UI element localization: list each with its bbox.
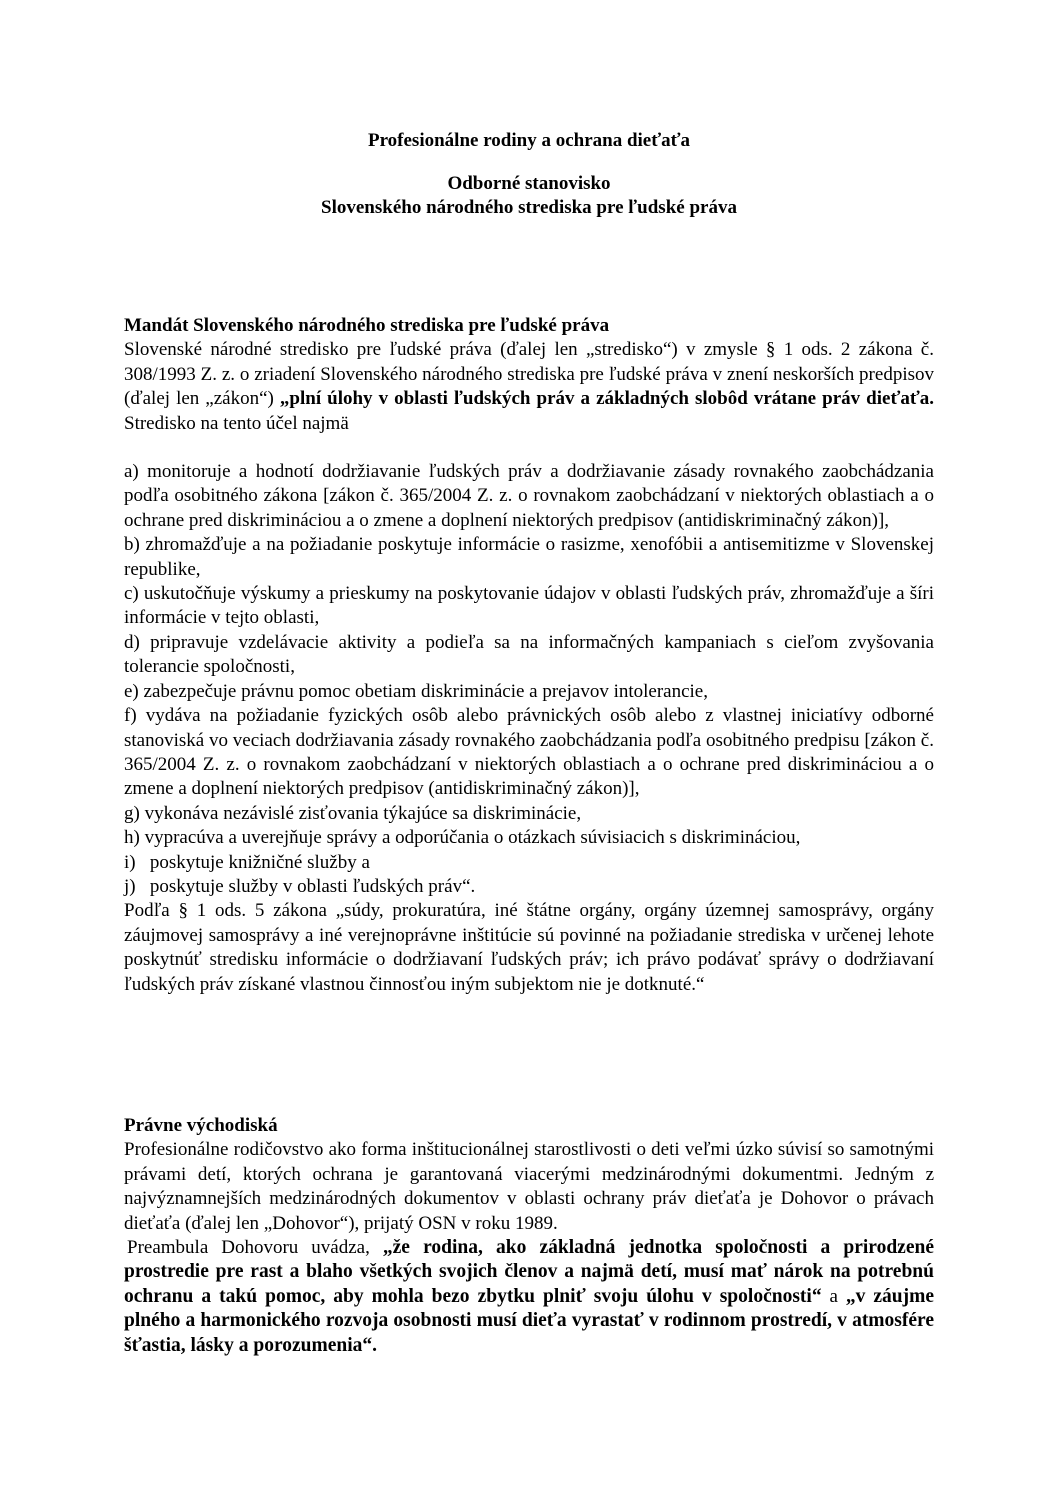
preamble-quote-2: „v záujme plného a harmonického rozvoja osobnosti musí dieťa vyrastať v rodinnom prostredí, v atmosfére šťastia, lásky a porozumenia“ xyxy=(124,1285,934,1356)
mandate-intro-quote: „plní úlohy v oblasti ľudských práv a základných slobôd vrátane práv dieťaťa. xyxy=(279,388,934,410)
document-subtitle xyxy=(0,172,1058,220)
preamble-connector: a xyxy=(821,1285,846,1307)
list-item: c) uskutočňuje výskumy a prieskumy na poskytovanie údajov v oblasti ľudských práv, zhromažďuje a šíri informácie v tejto oblasti, xyxy=(124,583,934,629)
subtitle-line-2: Slovenského národného strediska pre ľudské práva xyxy=(321,197,737,218)
list-item: e) zabezpečuje právnu pomoc obetiam diskriminácie a prejavov intolerancie, xyxy=(124,680,708,702)
legal-paragraph-1: Profesionálne rodičovstvo ako forma inštitucionálnej starostlivosti o deti veľmi úzko súvisí so samotnými právami detí, ktorých ochrana je garantovaná viacerými medzinárodnými dokumentmi. Jedným z najvýznamnejších medzinárodných dokumentov v oblasti ochrany práv dieťaťa je Dohovor o právach dieťaťa (ďalej len „Dohovor“), prijatý OSN v roku 1989. xyxy=(124,1139,934,1234)
list-item: h) vypracúva a uverejňuje správy a odporúčania o otázkach súvisiacich s diskrimináciou, xyxy=(124,827,801,849)
list-item: b) zhromažďuje a na požiadanie poskytuje informácie o rasizme, xenofóbii a antisemitizme v Slovenskej republike, xyxy=(124,534,934,580)
section-legal-basis xyxy=(124,1114,934,1358)
subtitle-line-1: Odborné stanovisko xyxy=(447,173,611,194)
section-heading-legal-basis: Právne východiská xyxy=(124,1115,278,1136)
legal-paragraph-2 xyxy=(124,1236,934,1358)
list-item: i) poskytuje knižničné služby a xyxy=(124,851,370,873)
mandate-intro-paragraph xyxy=(124,338,934,436)
mandate-intro-text: Slovenské národné stredisko pre ľudské práva (ďalej len „stredisko“) v zmysle § 1 ods. 2 zákona č. 308/1993 Z. z. o zriadení Slovenského národného strediska pre ľudské práva v znení neskorších predpisov (ďalej len „zákon“) xyxy=(124,339,934,410)
document-title: Profesionálne rodiny a ochrana dieťaťa xyxy=(367,130,691,151)
section-heading-mandate: Mandát Slovenského národného strediska pre ľudské práva xyxy=(124,315,610,336)
list-item: d) pripravuje vzdelávacie aktivity a podieľa sa na informačných kampaniach s cieľom zvyšovania tolerancie spoločnosti, xyxy=(124,631,934,678)
preamble-end: . xyxy=(372,1334,378,1356)
mandate-closing-paragraph: Podľa § 1 ods. 5 zákona „súdy, prokuratúra, iné štátne orgány, orgány územnej samosprávy, orgány záujmovej samosprávy a iné verejnoprávne inštitúcie sú povinné na požiadanie strediska v určenej lehote poskytnúť stredisku informácie o dodržiavaní ľudských práv; ich právo podávať správy o dodržiavaní ľudských práv získané vlastnou činnosťou iným subjektom nie je dotknuté.“ xyxy=(124,900,934,995)
list-item: j) poskytuje služby v oblasti ľudských práv“. xyxy=(124,875,476,897)
list-item: g) vykonáva nezávislé zisťovania týkajúce sa diskriminácie, xyxy=(124,802,582,824)
section-mandate xyxy=(124,314,934,997)
mandate-intro-tail: Stredisko na tento účel najmä xyxy=(124,412,349,434)
list-item: f) vydáva na požiadanie fyzických osôb alebo právnických osôb alebo z vlastnej iniciatívy odborné stanoviská vo veciach dodržiavania zásady rovnakého zaobchádzania podľa osobitného predpisu [zákon č. 365/2004 Z. z. o rovnakom zaobchádzaní v niektorých oblastiach a o ochrane pred diskrimináciou a o zmene a doplnení niektorých predpisov (antidiskriminačný zákon)], xyxy=(124,705,934,800)
paragraph-gap xyxy=(124,436,934,460)
preamble-intro: Preambula Dohovoru uvádza, xyxy=(127,1237,383,1259)
list-item: a) monitoruje a hodnotí dodržiavanie ľudských práv a dodržiavanie zásady rovnakého zaobchádzania podľa osobitného zákona [zákon č. 365/2004 Z. z. o rovnakom zaobchádzaní v niektorých oblastiach a o ochrane pred diskrimináciou a o zmene a doplnení niektorých predpisov (antidiskriminačný zákon)], xyxy=(124,461,934,531)
preamble-quote-1: „že rodina, ako základná jednotka spoločnosti a prirodzené prostredie pre rast a blaho všetkých svojich členov a najmä detí, musí mať nárok na potrebnú ochranu a takú pomoc, aby mohla bezo zbytku plniť svoju úlohu v spoločnosti“ xyxy=(124,1237,934,1307)
